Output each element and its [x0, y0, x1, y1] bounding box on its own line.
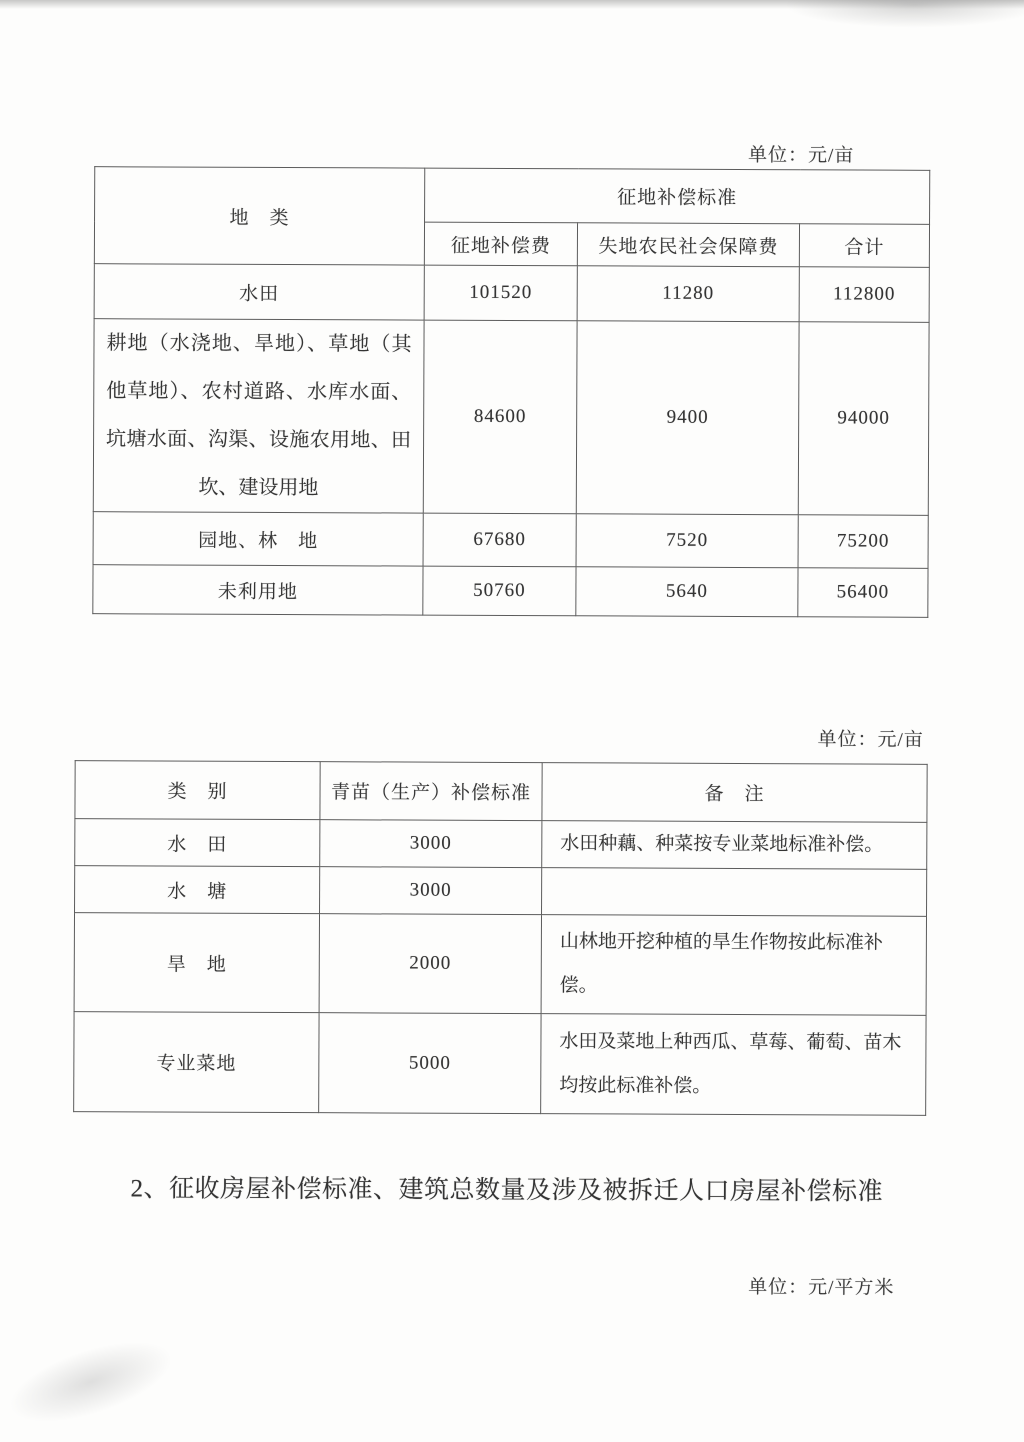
table-row: [74, 913, 926, 1016]
table2-header-category: 类 别: [75, 761, 320, 820]
social-cell: 11280: [577, 266, 799, 322]
total-cell: 94000: [798, 322, 929, 516]
land-compensation-table: [92, 166, 930, 618]
table-row: [75, 866, 927, 917]
social-cell: 9400: [576, 321, 799, 515]
fee-cell: 101520: [424, 265, 577, 321]
land-type-cell: 水田: [94, 264, 424, 320]
land-type-cell: 耕地（水浇地、旱地）、草地（其他草地）、农村道路、水库水面、坑塘水面、沟渠、设施农用地、田坎、建设用地: [93, 319, 424, 513]
remark-cell: 水田种藕、种菜按专业菜地标准补偿。: [542, 821, 927, 870]
table1-header-total: 合计: [799, 224, 929, 268]
table2-header-standard: 青苗（生产）补偿标准: [320, 762, 542, 821]
remark-cell: [542, 868, 927, 917]
social-cell: 5640: [576, 567, 798, 617]
fee-cell: 84600: [423, 320, 577, 514]
table1-header-group: 征地补偿标准: [425, 168, 930, 224]
table1-header-row-1: [95, 167, 930, 225]
category-cell: 旱 地: [74, 913, 319, 1013]
fee-cell: 50760: [423, 566, 576, 616]
table-row: [94, 264, 929, 323]
section-heading: 2、征收房屋补偿标准、建筑总数量及涉及被拆迁人口房屋补偿标准: [130, 1175, 884, 1206]
unit-label-seedling-table: 单位：元/亩: [817, 729, 924, 751]
table-row: [93, 565, 928, 618]
table1-header-social: 失地农民社会保障费: [577, 223, 799, 267]
standard-cell: 3000: [320, 867, 542, 915]
total-cell: 75200: [798, 515, 928, 569]
category-cell: 专业菜地: [74, 1012, 319, 1113]
land-type-cell: 未利用地: [93, 565, 423, 615]
remark-cell: 山林地开挖种植的旱生作物按此标准补偿。: [541, 915, 926, 1016]
total-cell: 112800: [799, 267, 929, 323]
unit-label-land-table: 单位：元/亩: [747, 145, 855, 167]
social-cell: 7520: [576, 514, 798, 568]
total-cell: 56400: [798, 568, 928, 618]
table-row: [75, 819, 927, 870]
standard-cell: 2000: [319, 914, 541, 1014]
remark-cell: 水田及菜地上种西瓜、草莓、葡萄、苗木均按此标准补偿。: [541, 1014, 926, 1116]
category-cell: 水 田: [75, 819, 320, 867]
table2-header-remark: 备 注: [542, 763, 927, 823]
standard-cell: 3000: [320, 820, 542, 868]
table-row: [93, 319, 929, 516]
seedling-compensation-table: [73, 760, 928, 1116]
table-row: [93, 512, 928, 569]
unit-label-house-table: 单位：元/平方米: [748, 1277, 895, 1299]
table1-header-fee: 征地补偿费: [424, 222, 577, 266]
table-row: [74, 1012, 926, 1116]
land-type-cell: 园地、林 地: [93, 512, 423, 566]
table1-header-land-type: 地 类: [94, 167, 424, 265]
fee-cell: 67680: [423, 513, 576, 567]
standard-cell: 5000: [319, 1013, 541, 1114]
category-cell: 水 塘: [75, 866, 320, 914]
table2-header-row: [75, 761, 927, 823]
